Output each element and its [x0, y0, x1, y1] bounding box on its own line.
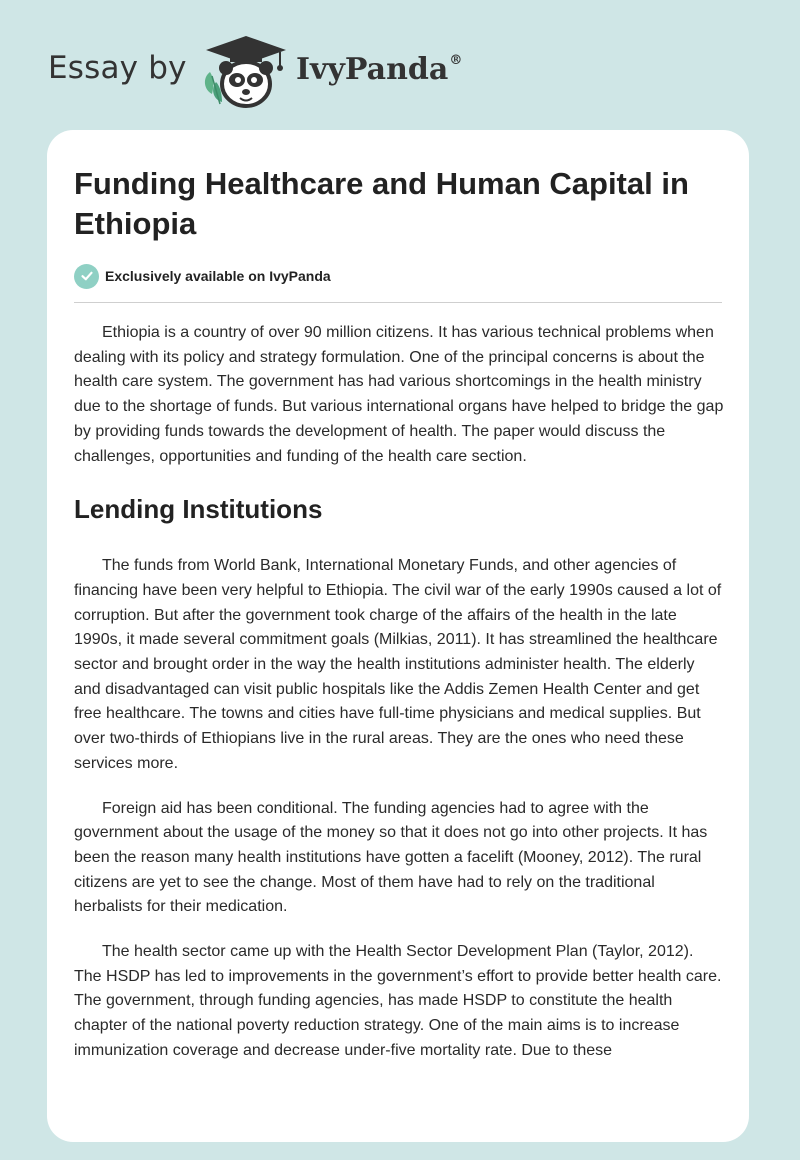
brand-name[interactable] — [296, 52, 462, 87]
essay-card — [47, 130, 749, 1142]
body-paragraph: The funds from World Bank, International Monetary Funds, and other agencies of financing have been very helpful to Ethiopia. The civil war of the early 1990s caused a lot of corruption. But after the government took charge of the affairs of the health in the late 1990s, it made several commitment goals (Milkias, 2011). It has streamlined the healthcare sector and brought order in the way the health institutions administer health. The elderly and disadvantaged can visit public hospitals like the Addis Zemen Health Center and get free healthcare. The towns and cities have full-time physicians and medical supplies. But over two-thirds of Ethiopians live in the rural areas. They are the ones who need these services more. — [74, 557, 722, 772]
badge-label: Exclusively available on IvyPanda — [105, 268, 331, 284]
section-heading: Lending Institutions — [74, 494, 323, 525]
essay-body — [74, 321, 724, 1084]
exclusive-badge — [74, 263, 331, 289]
intro-paragraph: Ethiopia is a country of over 90 million citizens. It has various technical problems when dealing with its policy and strategy formulation. One of the principal concerns is about the health care system. The government has had various shortcomings in the health ministry due to the shortage of funds. But various international organs have helped to bridge the gap by providing funds towards the development of health. The paper would discuss the challenges, opportunities and funding of the health care section. — [74, 324, 724, 465]
panda-graduate-icon[interactable] — [200, 32, 292, 112]
brand-text: IvyPanda — [296, 52, 449, 87]
check-circle-icon — [74, 264, 99, 289]
site-header — [0, 0, 800, 130]
essay-by-label: Essay by — [48, 50, 187, 86]
divider — [74, 302, 722, 303]
body-paragraph: Foreign aid has been conditional. The funding agencies had to agree with the government about the usage of the money so that it does not go into other projects. It has been the reason many health institutions have gotten a facelift (Mooney, 2012). The rural citizens are yet to see the change. Most of them have had to rely on the traditional herbalists for their medication. — [74, 799, 708, 916]
registered-mark: ® — [449, 53, 463, 68]
body-paragraph: The health sector came up with the Health Sector Development Plan (Taylor, 2012). The HSDP has led to improvements in the government’s effort to provide better health care. The government, through funding agencies, has made HSDP to constitute the health chapter of the national poverty reduction strategy. One of the main aims is to increase immunization coverage and decrease under-five mortality rate. Due to these — [74, 943, 722, 1059]
essay-title: Funding Healthcare and Human Capital in Ethiopia — [74, 166, 689, 241]
